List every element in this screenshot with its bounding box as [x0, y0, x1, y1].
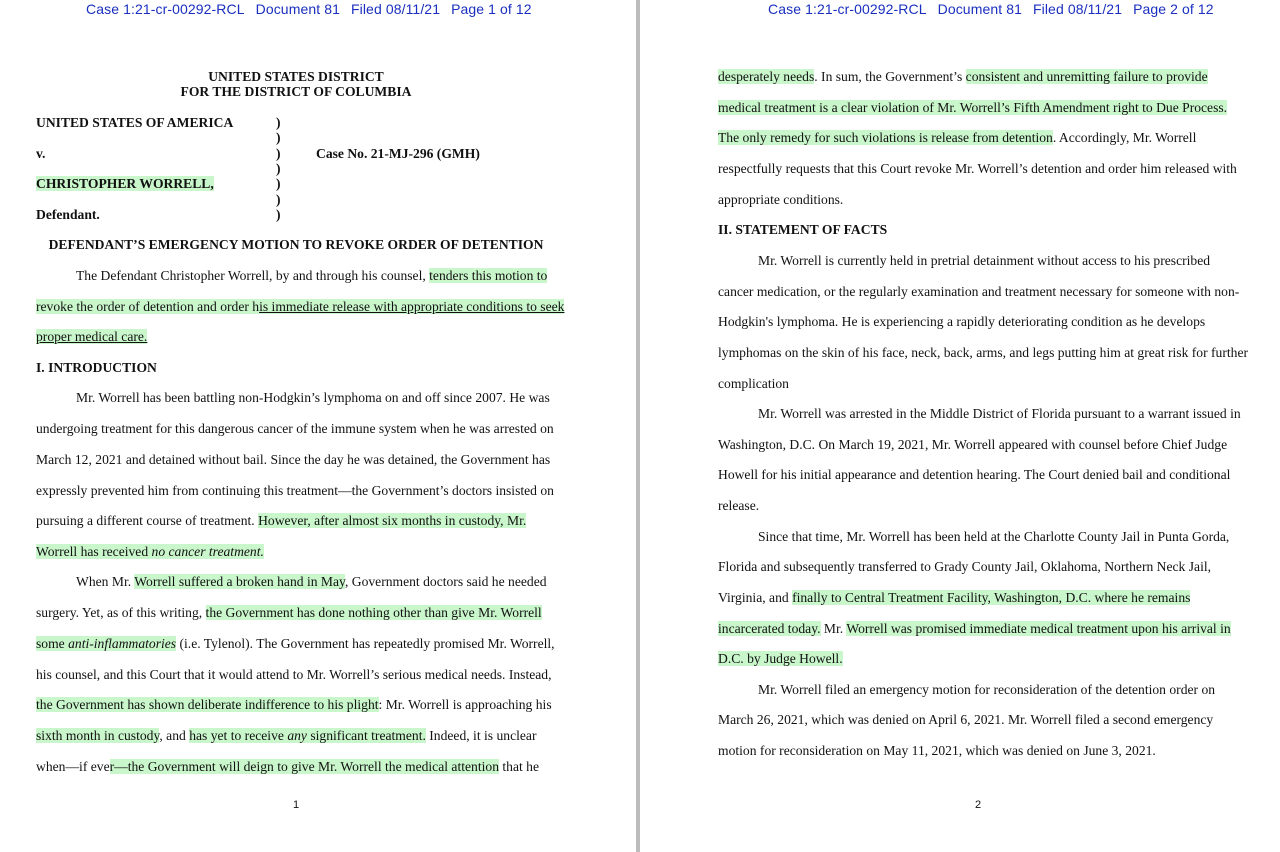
caption-defendant-label: Defendant. — [36, 207, 100, 222]
case-number-header: Case 1:21-cr-00292-RCL — [768, 1, 927, 17]
highlighted-text: tenders this motion to — [429, 268, 548, 283]
highlighted-text: is immediate release with appropriate conditions to seek — [259, 299, 565, 314]
text-run: surgery. Yet, as of this writing, — [36, 605, 206, 620]
caption-paren: ) — [276, 115, 281, 130]
facts3-line-2: Florida and subsequently transferred to Grady County Jail, Oklahoma, Northern Neck Jail, — [718, 559, 1212, 574]
caption-plaintiff: UNITED STATES OF AMERICA — [36, 115, 234, 130]
document-page-1 — [0, 0, 636, 852]
text-run: that he — [499, 759, 540, 774]
document-number-header: Document 81 — [937, 1, 1022, 17]
intro-line-1 — [76, 267, 547, 285]
caption-paren: ) — [276, 161, 281, 176]
facts2-line-2: Washington, D.C. On March 19, 2021, Mr. Worrell appeared with counsel before Chief Judge — [718, 437, 1228, 452]
ecf-header — [86, 1, 532, 17]
highlighted-text: revoke the order of detention and order h — [36, 299, 260, 314]
cont-line-5: appropriate conditions. — [718, 192, 844, 207]
text-run: When Mr. — [76, 574, 135, 589]
ecf-header — [768, 1, 1214, 17]
highlighted-text: sixth month in custody — [36, 728, 160, 743]
court-title-line2: FOR THE DISTRICT OF COLUMBIA — [180, 84, 412, 99]
highlighted-text: consistent and unremitting failure to provide — [965, 69, 1208, 84]
page-number: 2 — [975, 799, 982, 811]
facts2-line-4: release. — [718, 498, 760, 513]
highlighted-text: desperately needs — [718, 69, 815, 84]
text-run: (i.e. Tylenol). The Government has repeatedly promised Mr. Worrell, — [176, 636, 555, 651]
facts2-line-1: Mr. Worrell was arrested in the Middle District of Florida pursuant to a warrant issued in — [758, 406, 1241, 421]
facts3-line-1: Since that time, Mr. Worrell has been held at the Charlotte County Jail in Punta Gorda, — [758, 529, 1230, 544]
cont-line-2 — [718, 99, 1227, 117]
caption-paren: ) — [276, 130, 281, 145]
highlighted-text: no cancer treatment. — [151, 544, 264, 559]
page-number: 1 — [293, 799, 300, 811]
facts1-line-3: Hodgkin's lymphoma. He is experiencing a rapidly deteriorating condition as he develops — [718, 314, 1206, 329]
motion-title: DEFENDANT’S EMERGENCY MOTION TO REVOKE ORDER OF DETENTION — [48, 237, 544, 252]
highlighted-text: incarcerated today. — [718, 621, 821, 636]
text-run: The Defendant Christopher Worrell, by and through his counsel, — [76, 268, 430, 283]
highlighted-text: the Government has done nothing other than give Mr. Worrell — [205, 605, 542, 620]
para2-line-7 — [36, 758, 539, 776]
case-number-header: Case 1:21-cr-00292-RCL — [86, 1, 245, 17]
highlighted-text: r—the Government will deign to give Mr. Worrell the medical attention — [109, 759, 499, 774]
highlighted-text: medical treatment is a clear violation of Mr. Worrell’s Fifth Amendment right to Due Process. — [718, 100, 1228, 115]
text-run: pursuing a different course of treatment. — [36, 513, 259, 528]
highlighted-text: anti-inflammatories — [68, 636, 177, 651]
caption-paren: ) — [276, 176, 281, 191]
court-title-line1: UNITED STATES DISTRICT — [208, 69, 384, 84]
text-run: Virginia, and — [718, 590, 793, 605]
highlighted-text: has yet to receive — [189, 728, 288, 743]
intro-line-3 — [36, 328, 147, 346]
facts1-line-5: complication — [718, 376, 789, 391]
highlighted-text: any — [287, 728, 307, 743]
facts3-line-5 — [718, 650, 843, 668]
highlighted-text: Worrell suffered a broken hand in May — [134, 574, 345, 589]
facts4-line-3: motion for reconsideration on May 11, 2021, which was denied on June 3, 2021. — [718, 743, 1156, 758]
facts4-line-2: March 26, 2021, which was denied on April 6, 2021. Mr. Worrell filed a second emergency — [718, 712, 1214, 727]
para2-line-6 — [36, 727, 536, 745]
text-run: Mr. — [820, 621, 847, 636]
cont-line-4: respectfully requests that this Court revoke Mr. Worrell’s detention and order him released with — [718, 161, 1237, 176]
caption-versus: v. — [36, 146, 46, 161]
facts3-line-4 — [718, 620, 1231, 638]
para2-line-4: his counsel, and this Court that it would attend to Mr. Worrell’s serious medical needs. Instead, — [36, 667, 552, 682]
text-run: , Government doctors said he needed — [344, 574, 547, 589]
highlighted-text: However, after almost six months in custody, Mr. — [258, 513, 527, 528]
section-heading-statement-of-facts: II. STATEMENT OF FACTS — [718, 222, 888, 237]
filed-date-header: Filed 08/11/21 — [1032, 1, 1123, 17]
facts1-line-4: lymphomas on the skin of his face, neck, back, arms, and legs putting him at great risk for further — [718, 345, 1249, 360]
highlighted-text: proper medical care. — [36, 329, 148, 344]
section-heading-introduction: I. INTRODUCTION — [36, 360, 157, 375]
text-run: , and — [159, 728, 190, 743]
highlighted-text: some — [36, 636, 69, 651]
highlighted-text: Worrell has received — [36, 544, 152, 559]
filed-date-header: Filed 08/11/21 — [350, 1, 441, 17]
document-number-header: Document 81 — [255, 1, 340, 17]
highlighted-text: D.C. by Judge Howell. — [718, 651, 843, 666]
intro-line-2 — [36, 298, 564, 316]
para2-line-2 — [36, 604, 542, 622]
cont-line-3 — [718, 129, 1196, 147]
text-run: . Accordingly, Mr. Worrell — [1052, 130, 1197, 145]
facts2-line-3: Howell for his initial appearance and detention hearing. The Court denied bail and conditional — [718, 467, 1231, 482]
caption-defendant-name — [36, 175, 214, 193]
para2-line-3 — [36, 635, 555, 653]
highlighted-text: the Government has shown deliberate indifference to his plight — [36, 697, 379, 712]
text-run: . In sum, the Government’s — [814, 69, 966, 84]
para2-line-5 — [36, 696, 552, 714]
caption-paren: ) — [276, 207, 281, 222]
caption-paren: ) — [276, 146, 281, 161]
facts1-line-1: Mr. Worrell is currently held in pretrial detainment without access to his prescribed — [758, 253, 1211, 268]
para1-line-4: expressly prevented him from continuing this treatment—the Government’s doctors insisted on — [36, 483, 554, 498]
highlighted-text: significant treatment. — [306, 728, 426, 743]
para1-line-2: undergoing treatment for this dangerous cancer of the immune system when he was arrested on — [36, 421, 554, 436]
highlighted-text: Worrell was promised immediate medical treatment upon his arrival in — [846, 621, 1231, 636]
caption-paren: ) — [276, 192, 281, 207]
cont-line-1 — [718, 68, 1208, 86]
caption-case-number: Case No. 21-MJ-296 (GMH) — [316, 146, 480, 161]
highlighted-text: finally to Central Treatment Facility, Washington, D.C. where he remains — [792, 590, 1191, 605]
facts1-line-2: cancer medication, or the regularly examination and treatment necessary for someone with non- — [718, 284, 1240, 299]
facts4-line-1: Mr. Worrell filed an emergency motion for reconsideration of the detention order on — [758, 682, 1216, 697]
para2-line-1 — [76, 573, 547, 591]
document-page-2 — [640, 0, 1280, 852]
highlighted-text: The only remedy for such violations is release from detention — [718, 130, 1053, 145]
para1-line-3: March 12, 2021 and detained without bail. Since the day he was detained, the Government has — [36, 452, 551, 467]
para1-line-1: Mr. Worrell has been battling non-Hodgkin’s lymphoma on and off since 2007. He was — [76, 390, 550, 405]
text-run: Indeed, it is unclear — [425, 728, 537, 743]
highlighted-text: CHRISTOPHER WORRELL, — [36, 176, 214, 191]
para1-line-5 — [36, 512, 526, 530]
page-count-header: Page 1 of 12 — [451, 1, 532, 17]
text-run: when—if eve — [36, 759, 110, 774]
para1-line-6 — [36, 543, 264, 561]
facts3-line-3 — [718, 589, 1190, 607]
page-count-header: Page 2 of 12 — [1133, 1, 1214, 17]
text-run: : Mr. Worrell is approaching his — [378, 697, 552, 712]
